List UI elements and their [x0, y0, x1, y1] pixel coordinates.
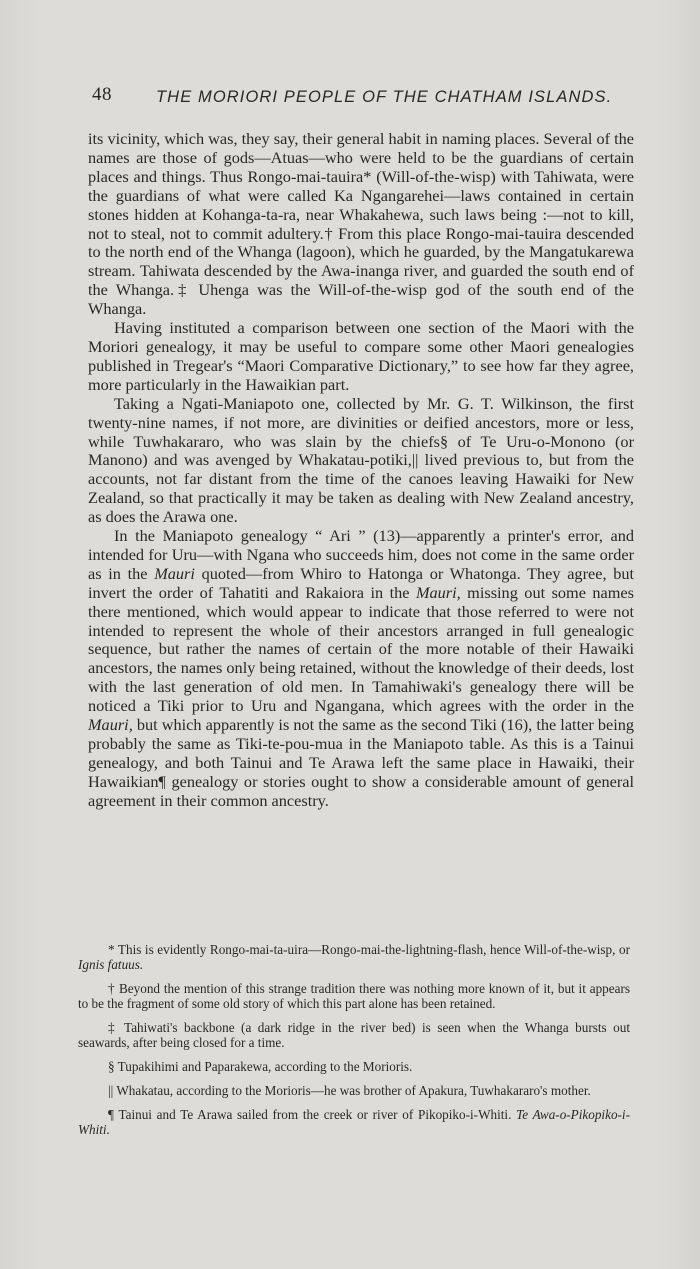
paragraph-4-part-d: but which apparently is not the same as the second Tiki (16), the latter being probably the same as Tiki-te-pou-mua in the Maniapoto table. As this is a Tainui genealogy, and both Tainui and Te Arawa left the same place in Hawaiki, their Hawaikian¶ genealogy or stories ought to show a considerable amount of general agreement in their common ancestry.	[88, 715, 634, 810]
footnote-3: ‡ Tahiwati's backbone (a dark ridge in the river bed) is seen when the Whanga bursts out seawards, after being closed for a time.	[78, 1020, 630, 1051]
paragraph-3: Taking a Ngati-Maniapoto one, collected by Mr. G. T. Wilkinson, the first twenty-nine names, if not more, are divinities or deified ancestors, more or less, while Tuwhakararo, who was slain by the chiefs§ of Te Uru-o-Monono (or Manono) and was avenged by Whakatau-potiki,|| lived previous to, but from the accounts, not far distant from the time of the canoes leaving Hawaiki for New Zealand, so that practically it may be taken as dealing with New Zealand ancestry, as does the Arawa one.	[88, 393, 634, 527]
footnote-6	[78, 1107, 630, 1137]
body-text	[88, 130, 634, 811]
paragraph-1: its vicinity, which was, they say, their general habit in naming places. Several of the names are those of gods—Atuas—who were held to be the guardians of certain places and things. Thus Rongo-mai-tauira* (Will-of-the-wisp) with Tahiwata, were the guardians of what were called Ka Ngangarehei—laws contained in certain stones hidden at Kohanga-ta-ra, near Whakahewa, such laws being :—not to kill, not to steal, not to commit adultery.† From this place Rongo-mai-tauira descended to the north end of the Whanga (lagoon), which he guarded, by the Mangatukarewa stream. Tahiwata descended by the Awa-inanga river, and guarded the south end of the Whanga.‡ Uhenga was the Will-of-the-wisp god of the south end of the Whanga.	[88, 129, 634, 319]
mauri-italic-1: Mauri	[154, 563, 195, 583]
footnote-1-text: * This is evidently Rongo-mai-ta-uira—Rongo-mai-the-lightning-flash, hence Will-of-the-wisp, or	[108, 942, 630, 957]
mauri-italic-2: Mauri,	[415, 582, 461, 602]
footnote-1	[78, 942, 630, 972]
footnote-2: † Beyond the mention of this strange tradition there was nothing more known of it, but it appears to be the fragment of some old story of which this part alone has been retained.	[78, 981, 630, 1012]
footnotes	[78, 942, 630, 1146]
footnote-5: || Whakatau, according to the Morioris—he was brother of Apakura, Tuwhakararo's mother.	[108, 1082, 591, 1098]
paragraph-4	[88, 527, 634, 811]
paragraph-4-part-b: quoted—from Whiro to Hatonga or Whatonga. They agree, but invert the order of Tahatiti and Rakaiora in the	[88, 563, 635, 602]
footnote-6-italic: Te Awa-o-Pikopiko-i-Whiti.	[78, 1106, 630, 1137]
mauri-italic-3: Mauri,	[88, 715, 133, 735]
page-number: 48	[92, 84, 112, 105]
footnote-4: § Tupakihimi and Paparakewa, according to the Morioris.	[108, 1059, 413, 1074]
paragraph-2: Having instituted a comparison between one section of the Maori with the Moriori genealogy, it may be useful to compare some other Maori genealogies published in Tregear's “Maori Comparative Dictionary,” to see how far they agree, more particularly in the Hawaikian part.	[88, 318, 634, 394]
paragraph-4-part-c: missing out some names there mentioned, which would appear to indicate that those referred to were not intended to represent the whole of their ancestors arranged in full genealogic sequence, but rather the names of certain of the more notable of their Hawaiki ancestors, the names only being retained, without the knowledge of their deeds, lost with the last generation of old men. In Tamahiwaki's genealogy there will be noticed a Tiki prior to Uru and Ngangana, which agrees with the order in the	[88, 582, 634, 716]
paragraph-4-part-a: In the Maniapoto genealogy “ Ari ” (13)—apparently a printer's error, and intended for Uru—with Ngana who succeeds him, does not come in the same order as in the	[88, 526, 634, 583]
footnote-1-italic: Ignis fatuus.	[78, 957, 144, 973]
page-header	[92, 84, 613, 114]
running-title: THE MORIORI PEOPLE OF THE CHATHAM ISLANDS.	[156, 88, 613, 106]
footnote-6-text: ¶ Tainui and Te Arawa sailed from the creek or river of Pikopiko-i-Whiti.	[108, 1106, 517, 1122]
